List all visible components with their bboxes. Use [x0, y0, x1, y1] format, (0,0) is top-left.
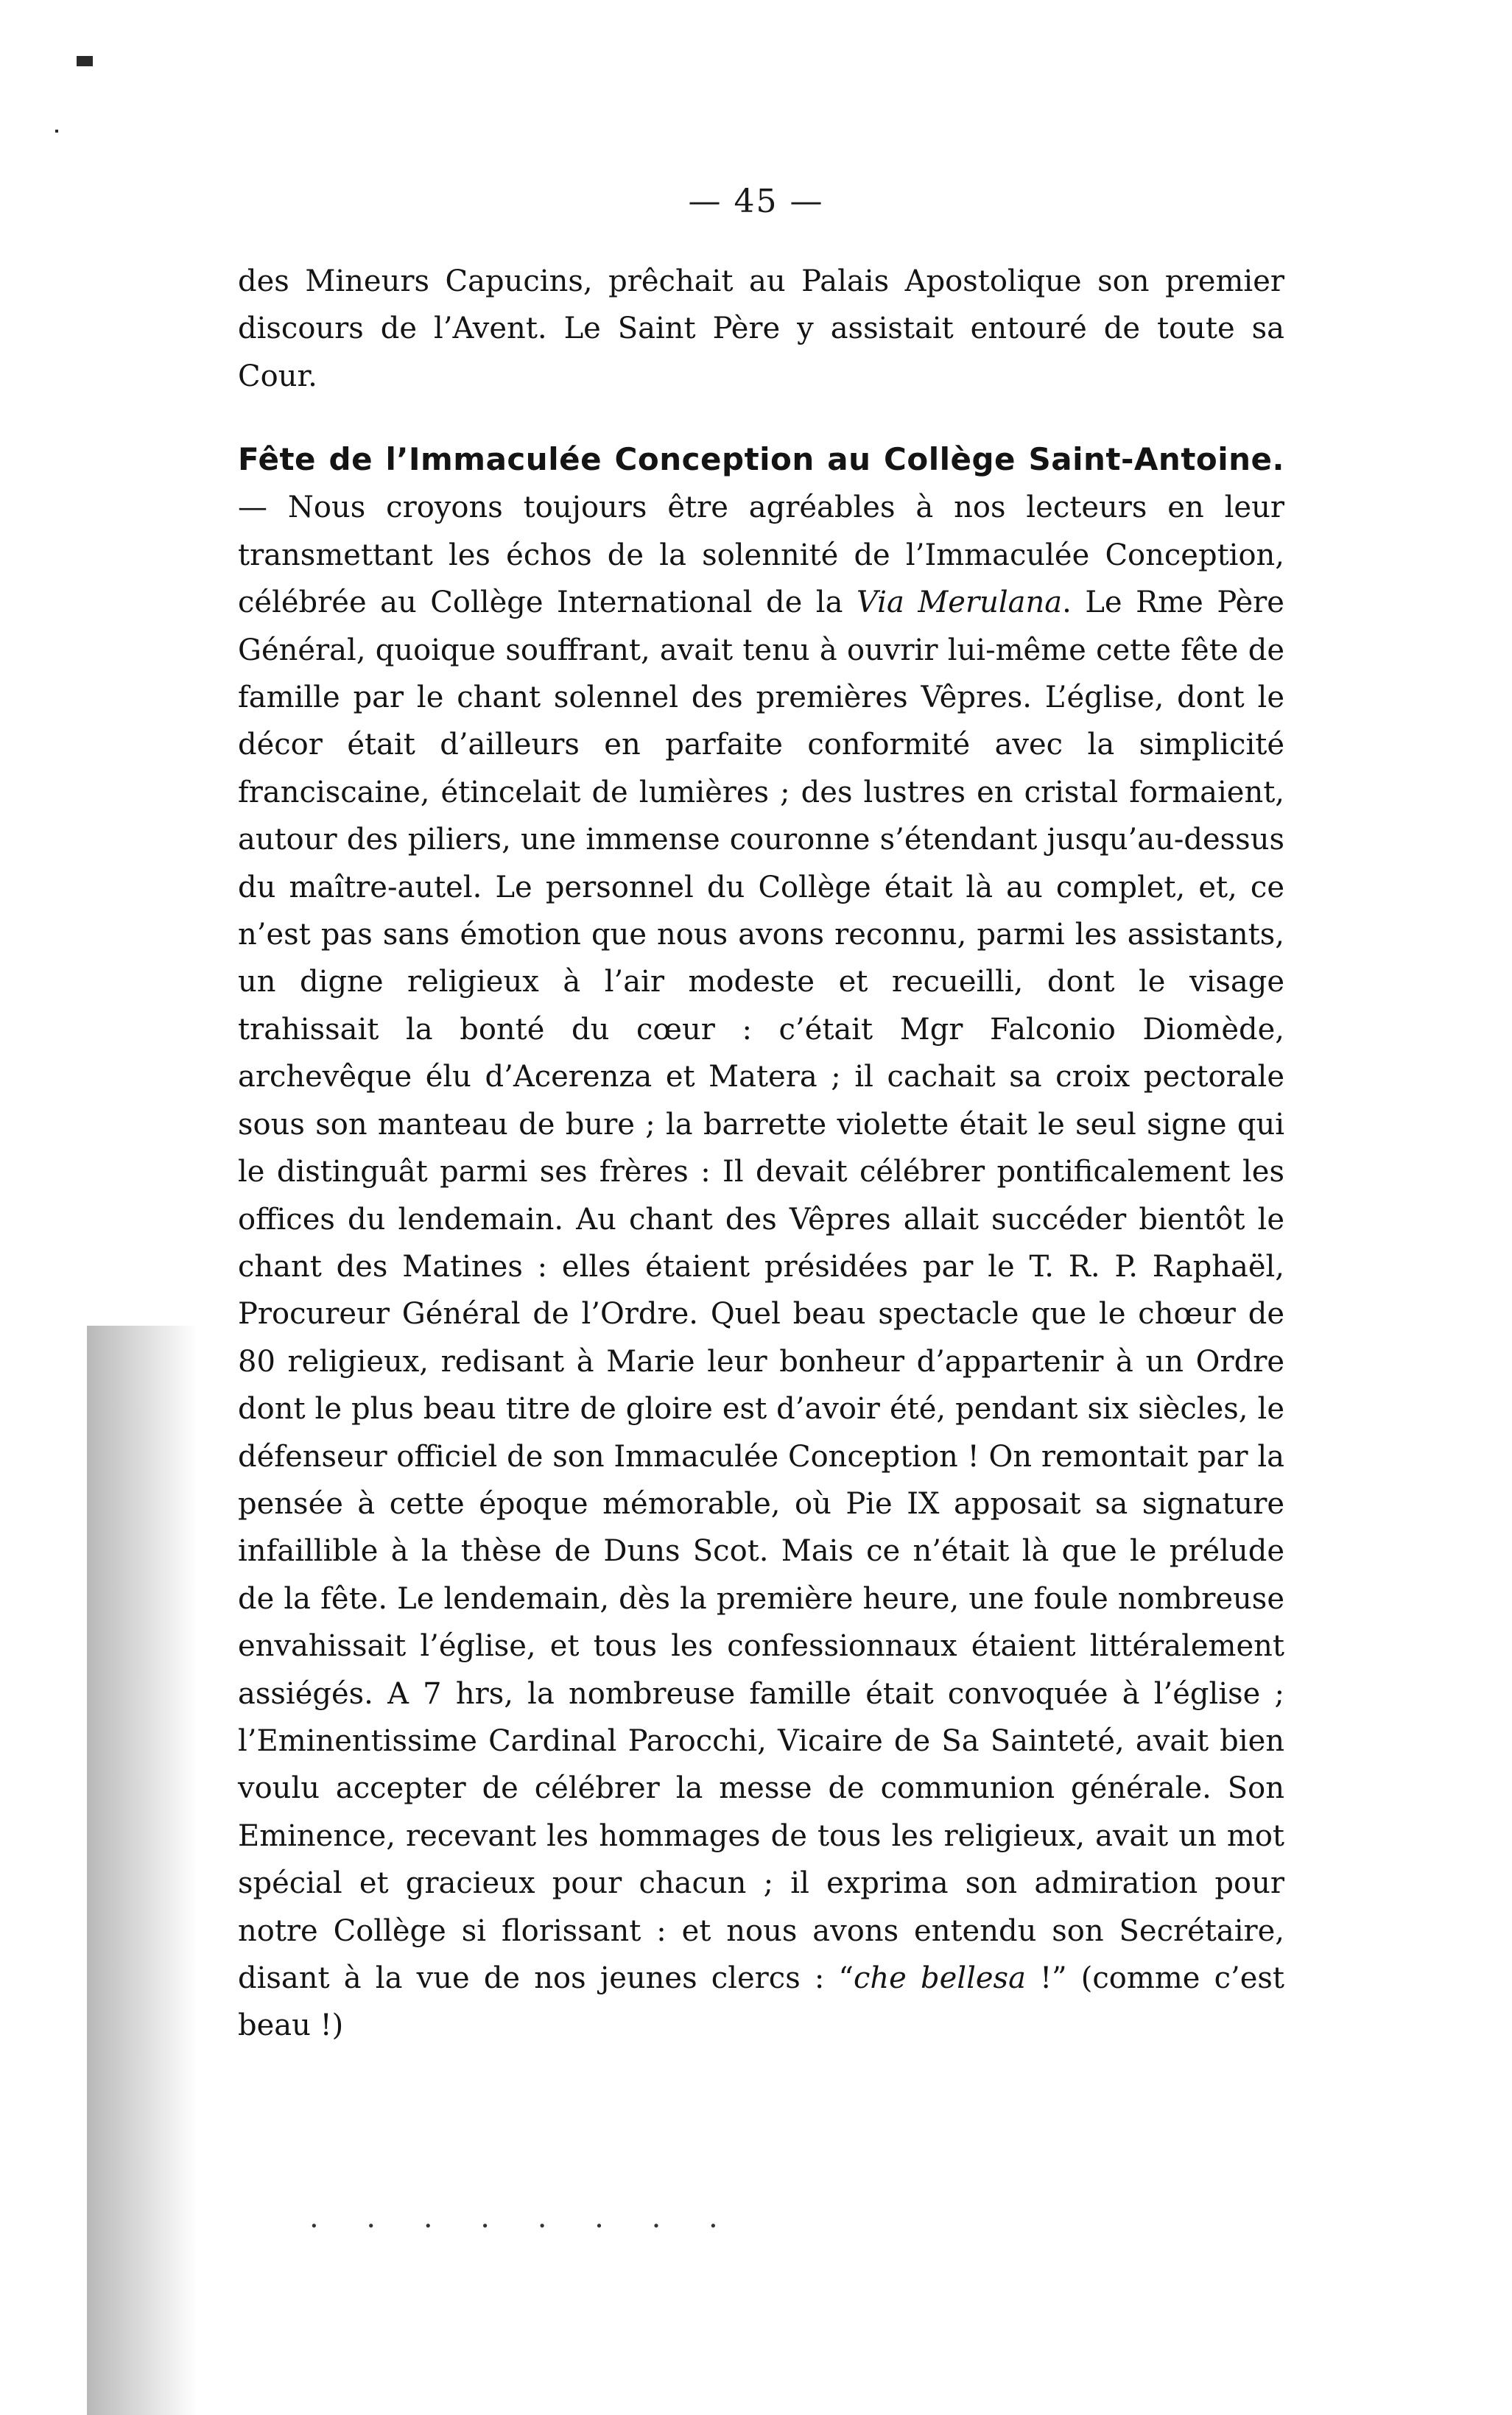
intro-paragraph: des Mineurs Capucins, prêchait au Palais Apostolique son premier discours de l’Avent. Le Saint Père y assistait entouré de toute sa Cour.	[238, 264, 1284, 393]
section-body-part2: . Le Rme Père Général, quoique souffrant, avait tenu à ouvrir lui-même cette fête de famille par le chant solennel des premières Vêpres. L’église, dont le décor était d’ailleurs en parfaite conformité avec la simplicité franciscaine, étincelait de lumières ; des lustres en cristal formaient, autour des piliers, une immense couronne s’étendant jusqu’au-dessus du maître-autel. Le personnel du Collège était là au complet, et, ce n’est pas sans émotion que nous avons reconnu, parmi les assistants, un digne religieux à l’air modeste et recueilli, dont le visage trahissait la bonté du cœur : c’était Mgr Falconio Diomède, archevêque élu d’Acerenza et Matera ; il cachait sa croix pectorale sous son manteau de bure ; la barrette violette était le seul signe qui le distinguât parmi ses frères : Il devait célébrer pontificalement les offices du lendemain. Au chant des Vêpres allait succéder bientôt le chant des Matines : elles étaient présidées par le T. R. P. Raphaël, Procureur Général de l’Ordre. Quel beau spectacle que le chœur de 80 religieux, redisant à Marie leur bonheur d’appartenir à un Ordre dont le plus beau titre de gloire est d’avoir été, pendant six siècles, le défenseur officiel de son Immaculée Conception ! On remontait par la pensée à cette époque mémorable, où Pie IX apposait sa signature infaillible à la thèse de Duns Scot. Mais ce n’était là que le prélude de la fête. Le lendemain, dès la première heure, une foule nombreuse envahissait l’église, et tous les confessionnaux étaient littéralement assiégés. A 7 hrs, la nombreuse famille était convoquée à l’église ; l’Eminentissime Cardinal Parocchi, Vicaire de Sa Sainteté, avait bien voulu accepter de célébrer la messe de communion générale. Son Eminence, recevant les hommages de tous les religieux, avait un mot spécial et gracieux pour chacun ; il exprima son admiration pour notre Collège si florissant : et nous avons entendu son Secrétaire, disant à la vue de nos jeunes clercs : “	[238, 586, 1284, 1995]
scan-speck-top-left	[77, 56, 93, 66]
section-heading: Fête de l’Immaculée Conception au Collège Saint-Antoine.	[238, 441, 1284, 477]
footer-dots: . . . . . . . .	[309, 2201, 737, 2235]
section-paragraph	[238, 436, 1284, 2050]
page-number: — 45 —	[688, 183, 824, 220]
section-body-part3: !” (comme c’est beau !)	[238, 1961, 1284, 2043]
che-bellesa-italic: che bellesa	[854, 1961, 1026, 1995]
section-body-part1: — Nous croyons toujours être agréables à nos lecteurs en leur transmettant les échos de la solennité de l’Immaculée Conception, célébrée au Collège International de la	[238, 491, 1284, 620]
scan-speck-left-margin	[55, 130, 58, 133]
via-merulana-italic: Via Merulana	[856, 586, 1063, 620]
binding-shadow	[87, 1326, 197, 2415]
